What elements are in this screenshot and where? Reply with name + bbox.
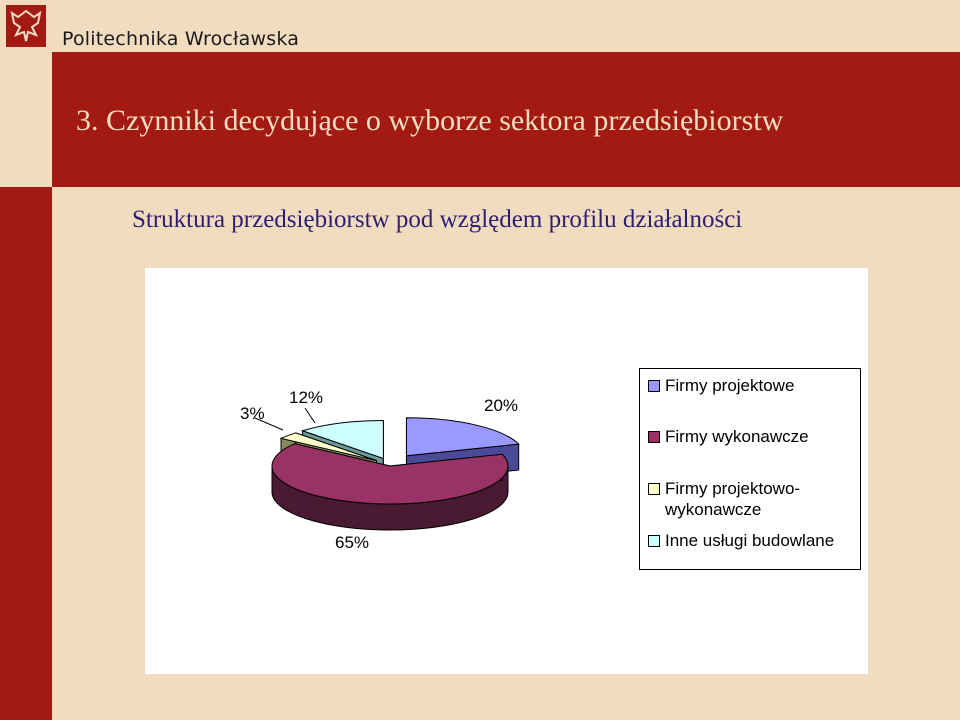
eagle-logo-icon [6, 5, 46, 47]
slice-label-projektowe: 20% [484, 396, 519, 415]
legend-swatch [648, 431, 660, 443]
slide-title: 3. Czynniki decydujące o wyborze sektora przedsiębiorstw [76, 104, 784, 137]
legend-label: Firmy projektowo- wykonawcze [665, 479, 801, 519]
left-strip [0, 187, 52, 720]
legend-label: Firmy wykonawcze [665, 427, 809, 446]
left-edge [0, 52, 52, 187]
slice-label-inne: 12% [289, 388, 324, 407]
chart-legend [639, 368, 861, 570]
legend-label: Firmy projektowe [665, 376, 795, 395]
legend-label: Inne usługi budowlane [665, 531, 835, 550]
logo-text: Politechnika Wrocławska [62, 28, 300, 50]
slice-label-wykonawcze: 65% [335, 533, 370, 552]
chart-area [145, 268, 868, 674]
leader-line [305, 408, 315, 423]
legend-swatch [648, 380, 660, 392]
legend-swatch [648, 483, 660, 495]
slice-label-projektowo-wykonawcze: 3% [240, 404, 265, 423]
chart-subtitle: Struktura przedsiębiorstw pod względem profilu działalności [132, 206, 743, 233]
legend-swatch [648, 535, 660, 547]
logo-bar [0, 0, 960, 52]
